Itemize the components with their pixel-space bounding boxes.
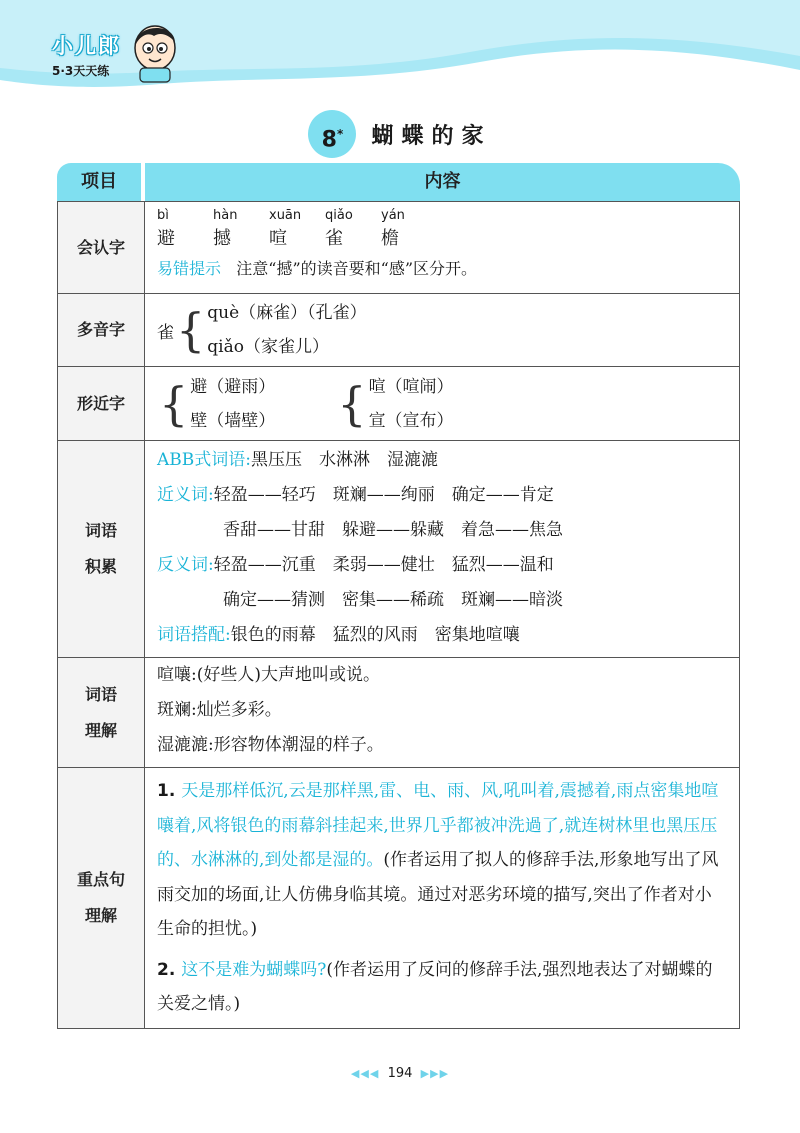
table-row-similar xyxy=(58,367,740,441)
pinyin: xuān xyxy=(269,208,302,223)
boy-mascot-icon xyxy=(130,18,180,84)
row-label: 多音字 xyxy=(58,294,145,367)
pinyin-row xyxy=(157,208,727,224)
right-arrows-icon: ▶▶▶ xyxy=(420,1067,450,1080)
polyphone-group xyxy=(157,294,727,366)
antonym-label: 反义词: xyxy=(157,555,214,575)
sentence-quote: 这不是难为蝴蝶吗? xyxy=(181,959,327,980)
polyphone-char: 雀 xyxy=(157,322,174,343)
row-label xyxy=(58,768,145,1029)
sentence-number: 1. xyxy=(157,781,176,801)
table-row-recognize xyxy=(58,202,740,294)
lesson-number: 8 xyxy=(321,127,337,153)
lesson-number-badge xyxy=(308,110,356,158)
character: 喧 xyxy=(269,228,287,249)
brace-icon: { xyxy=(337,376,367,431)
meaning-line: 喧嚷:(好些人)大声地叫或说。 xyxy=(157,665,380,685)
table-row-polyphone xyxy=(58,294,740,367)
page-footer xyxy=(0,1066,800,1081)
reading: què（麻雀）（孔雀） xyxy=(207,303,367,323)
row-label-line: 理解 xyxy=(84,905,117,925)
similar-group-2 xyxy=(335,370,453,438)
meaning-content xyxy=(145,658,740,768)
character: 雀 xyxy=(325,228,343,249)
tip-label: 易错提示 xyxy=(157,259,222,278)
lesson-name: 蝴蝶的家 xyxy=(371,123,492,149)
antonym-text: 确定——猜测 密集——稀疏 斑斓——暗淡 xyxy=(223,590,563,610)
similar-word: 壁（墙壁） xyxy=(190,410,276,431)
pinyin: yán xyxy=(381,208,405,223)
readings xyxy=(207,296,366,364)
key-sentence-2 xyxy=(157,953,727,1028)
vocab-content xyxy=(145,441,740,658)
synonym-text: 轻盈——轻巧 斑斓——绚丽 确定——肯定 xyxy=(213,485,554,505)
brace-icon: { xyxy=(176,303,206,357)
collocation-label: 词语搭配: xyxy=(157,625,231,645)
sentence-number: 2. xyxy=(157,959,176,980)
row-label-line: 词语 xyxy=(84,521,117,540)
row-label-line: 理解 xyxy=(84,720,117,740)
table-row-vocab xyxy=(58,441,740,658)
recognize-content xyxy=(145,202,740,294)
synonym-text: 香甜——甘甜 躲避——躲藏 着急——焦急 xyxy=(223,520,563,540)
pinyin: bì xyxy=(157,208,169,223)
sentence-note: (作者运用了拟人的修辞手法,形象地写出了风雨交加的场面,让人仿佛身临其境。通过对恶劣环境的描写,突出了作者对小生命的担忧。) xyxy=(157,850,719,939)
table-header xyxy=(57,163,740,201)
sentence-quote: 天是那样低沉,云是那样黑,雷、电、雨、风,吼叫着,震撼着,雨点密集地喧嚷着,风将银色的雨幕斜挂起来,世界几乎都被冲洗過了,就连树林里也黑压压的、水淋淋的,到处都是湿的。 xyxy=(157,781,719,870)
collocation-text: 银色的雨幕 猛烈的风雨 密集地喧嚷 xyxy=(230,625,520,645)
left-arrows-icon: ◀◀◀ xyxy=(350,1067,380,1080)
table-row-meaning xyxy=(58,658,740,768)
abb-label: ABB式词语: xyxy=(157,450,251,470)
similar-groups xyxy=(157,367,727,440)
character-row xyxy=(157,224,727,252)
similar-word: 喧（喧闹） xyxy=(368,376,454,397)
brand-subtitle: 5·3天天练 xyxy=(52,64,110,78)
brand-logo xyxy=(52,30,121,79)
polyphone-content xyxy=(145,294,740,367)
meaning-line: 斑斓:灿烂多彩。 xyxy=(157,700,282,720)
error-tip xyxy=(157,256,727,279)
row-label-line: 积累 xyxy=(84,557,117,576)
row-label xyxy=(58,441,145,658)
brace-icon: { xyxy=(159,376,189,431)
row-label: 形近字 xyxy=(58,367,145,441)
meaning-line: 湿漉漉:形容物体潮湿的样子。 xyxy=(157,735,384,755)
synonym-label: 近义词: xyxy=(157,485,214,505)
row-label-line: 重点句 xyxy=(76,869,125,889)
character: 撼 xyxy=(213,228,231,249)
column-header-item: 项目 xyxy=(57,163,141,201)
study-table xyxy=(57,201,740,1029)
pinyin: qiǎo xyxy=(325,208,353,223)
lesson-title xyxy=(0,110,800,158)
page-number: 194 xyxy=(387,1066,413,1081)
brand-name: 小儿郎 xyxy=(52,34,121,58)
pinyin: hàn xyxy=(213,208,238,223)
lesson-mark: * xyxy=(336,127,344,141)
similar-group-1 xyxy=(157,370,275,438)
character: 避 xyxy=(157,228,175,249)
character: 檐 xyxy=(381,228,399,249)
table-row-sentences xyxy=(58,768,740,1029)
similar-word: 宣（宣布） xyxy=(368,410,454,431)
key-sentence-1 xyxy=(157,768,727,953)
reading: qiǎo（家雀儿） xyxy=(207,337,329,357)
similar-content xyxy=(145,367,740,441)
abb-text: 黑压压 水淋淋 湿漉漉 xyxy=(251,450,438,470)
tip-text: 注意“撼”的读音要和“感”区分开。 xyxy=(236,259,478,278)
column-header-content: 内容 xyxy=(145,163,740,201)
antonym-text: 轻盈——沉重 柔弱——健壮 猛烈——温和 xyxy=(213,555,554,575)
row-label xyxy=(58,658,145,768)
sentence-note: (作者运用了反问的修辞手法,强烈地表达了对蝴蝶的关爱之情。) xyxy=(157,959,713,1014)
sentences-content xyxy=(145,768,740,1029)
row-label: 会认字 xyxy=(58,202,145,294)
row-label-line: 词语 xyxy=(84,684,117,704)
similar-word: 避（避雨） xyxy=(190,376,276,397)
